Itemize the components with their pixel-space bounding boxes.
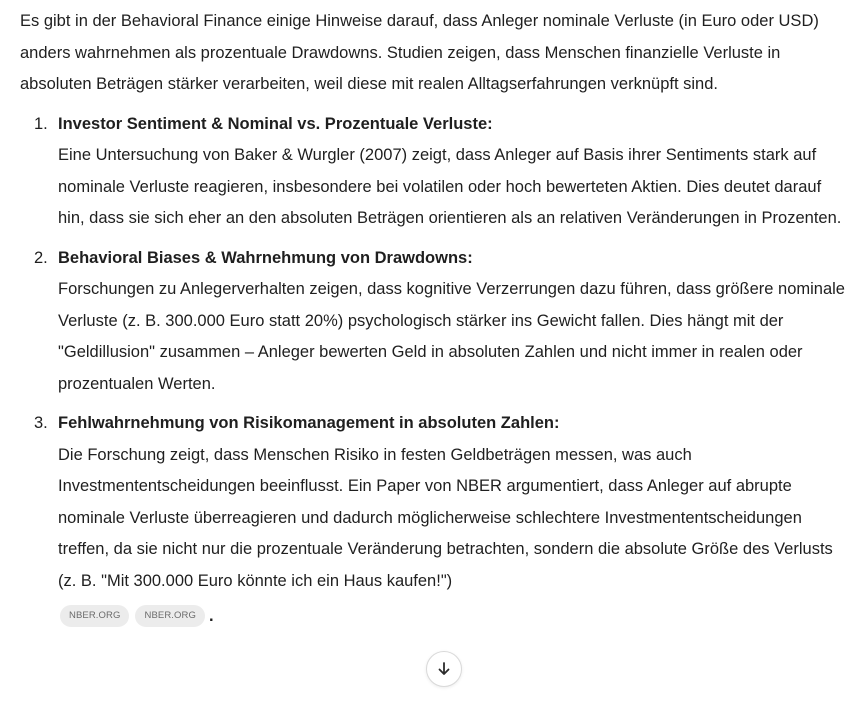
source-chip[interactable]: NBER.ORG: [60, 605, 129, 627]
scroll-to-bottom-button[interactable]: [426, 651, 462, 687]
list-item-title: Investor Sentiment & Nominal vs. Prozentuale Verluste:: [58, 114, 493, 133]
list-item-title: Behavioral Biases & Wahrnehmung von Drawdowns:: [58, 248, 473, 267]
list-item-number: 1.: [34, 114, 48, 133]
arrow-down-icon: [436, 661, 452, 677]
list-item: [20, 243, 850, 401]
trailing-period: .: [208, 606, 214, 625]
list-item: [20, 109, 850, 235]
source-chip[interactable]: NBER.ORG: [135, 605, 204, 627]
list-item-body: Die Forschung zeigt, dass Menschen Risiko in festen Geldbeträgen messen, was auch Investmententscheidungen beeinflusst. Ein Paper von NBER argumentiert, dass Anleger auf abrupte nominale Verluste überreagieren und dadurch möglicherweise schlechtere Investmententscheidungen treffen, da sie nicht nur die prozentuale Veränderung betrachten, sondern die absolute Größe des Verlusts (z. B. "Mit 300.000 Euro könnte ich ein Haus kaufen!"): [58, 445, 833, 590]
source-citations: [60, 605, 850, 629]
list-item: [20, 408, 850, 597]
numbered-list: [20, 109, 850, 598]
message-content: [20, 6, 850, 629]
list-item-body: Forschungen zu Anlegerverhalten zeigen, dass kognitive Verzerrungen dazu führen, dass größere nominale Verluste (z. B. 300.000 Euro statt 20%) psychologisch stärker ins Gewicht fallen. Dies hängt mit der "Geldillusion" zusammen – Anleger bewerten Geld in absoluten Zahlen und nicht immer in realen oder prozentualen Werten.: [58, 280, 845, 393]
list-item-number: 2.: [34, 248, 48, 267]
list-item-number: 3.: [34, 414, 48, 432]
list-item-title: Fehlwahrnehmung von Risikomanagement in absoluten Zahlen:: [58, 414, 560, 432]
list-item-body: Eine Untersuchung von Baker & Wurgler (2007) zeigt, dass Anleger auf Basis ihrer Sentiments stark auf nominale Verluste reagieren, insbesondere bei volatilen oder hoch bewerteten Aktien. Dies deutet darauf hin, dass sie sich eher an den absoluten Beträgen orientieren als an relativen Veränderungen in Prozenten.: [58, 146, 842, 227]
intro-paragraph: Es gibt in der Behavioral Finance einige Hinweise darauf, dass Anleger nominale Verluste (in Euro oder USD) anders wahrnehmen als prozentuale Drawdowns. Studien zeigen, dass Menschen finanzielle Verluste in absoluten Beträgen stärker verarbeiten, weil diese mit realen Alltagserfahrungen verknüpft sind.: [20, 12, 819, 93]
